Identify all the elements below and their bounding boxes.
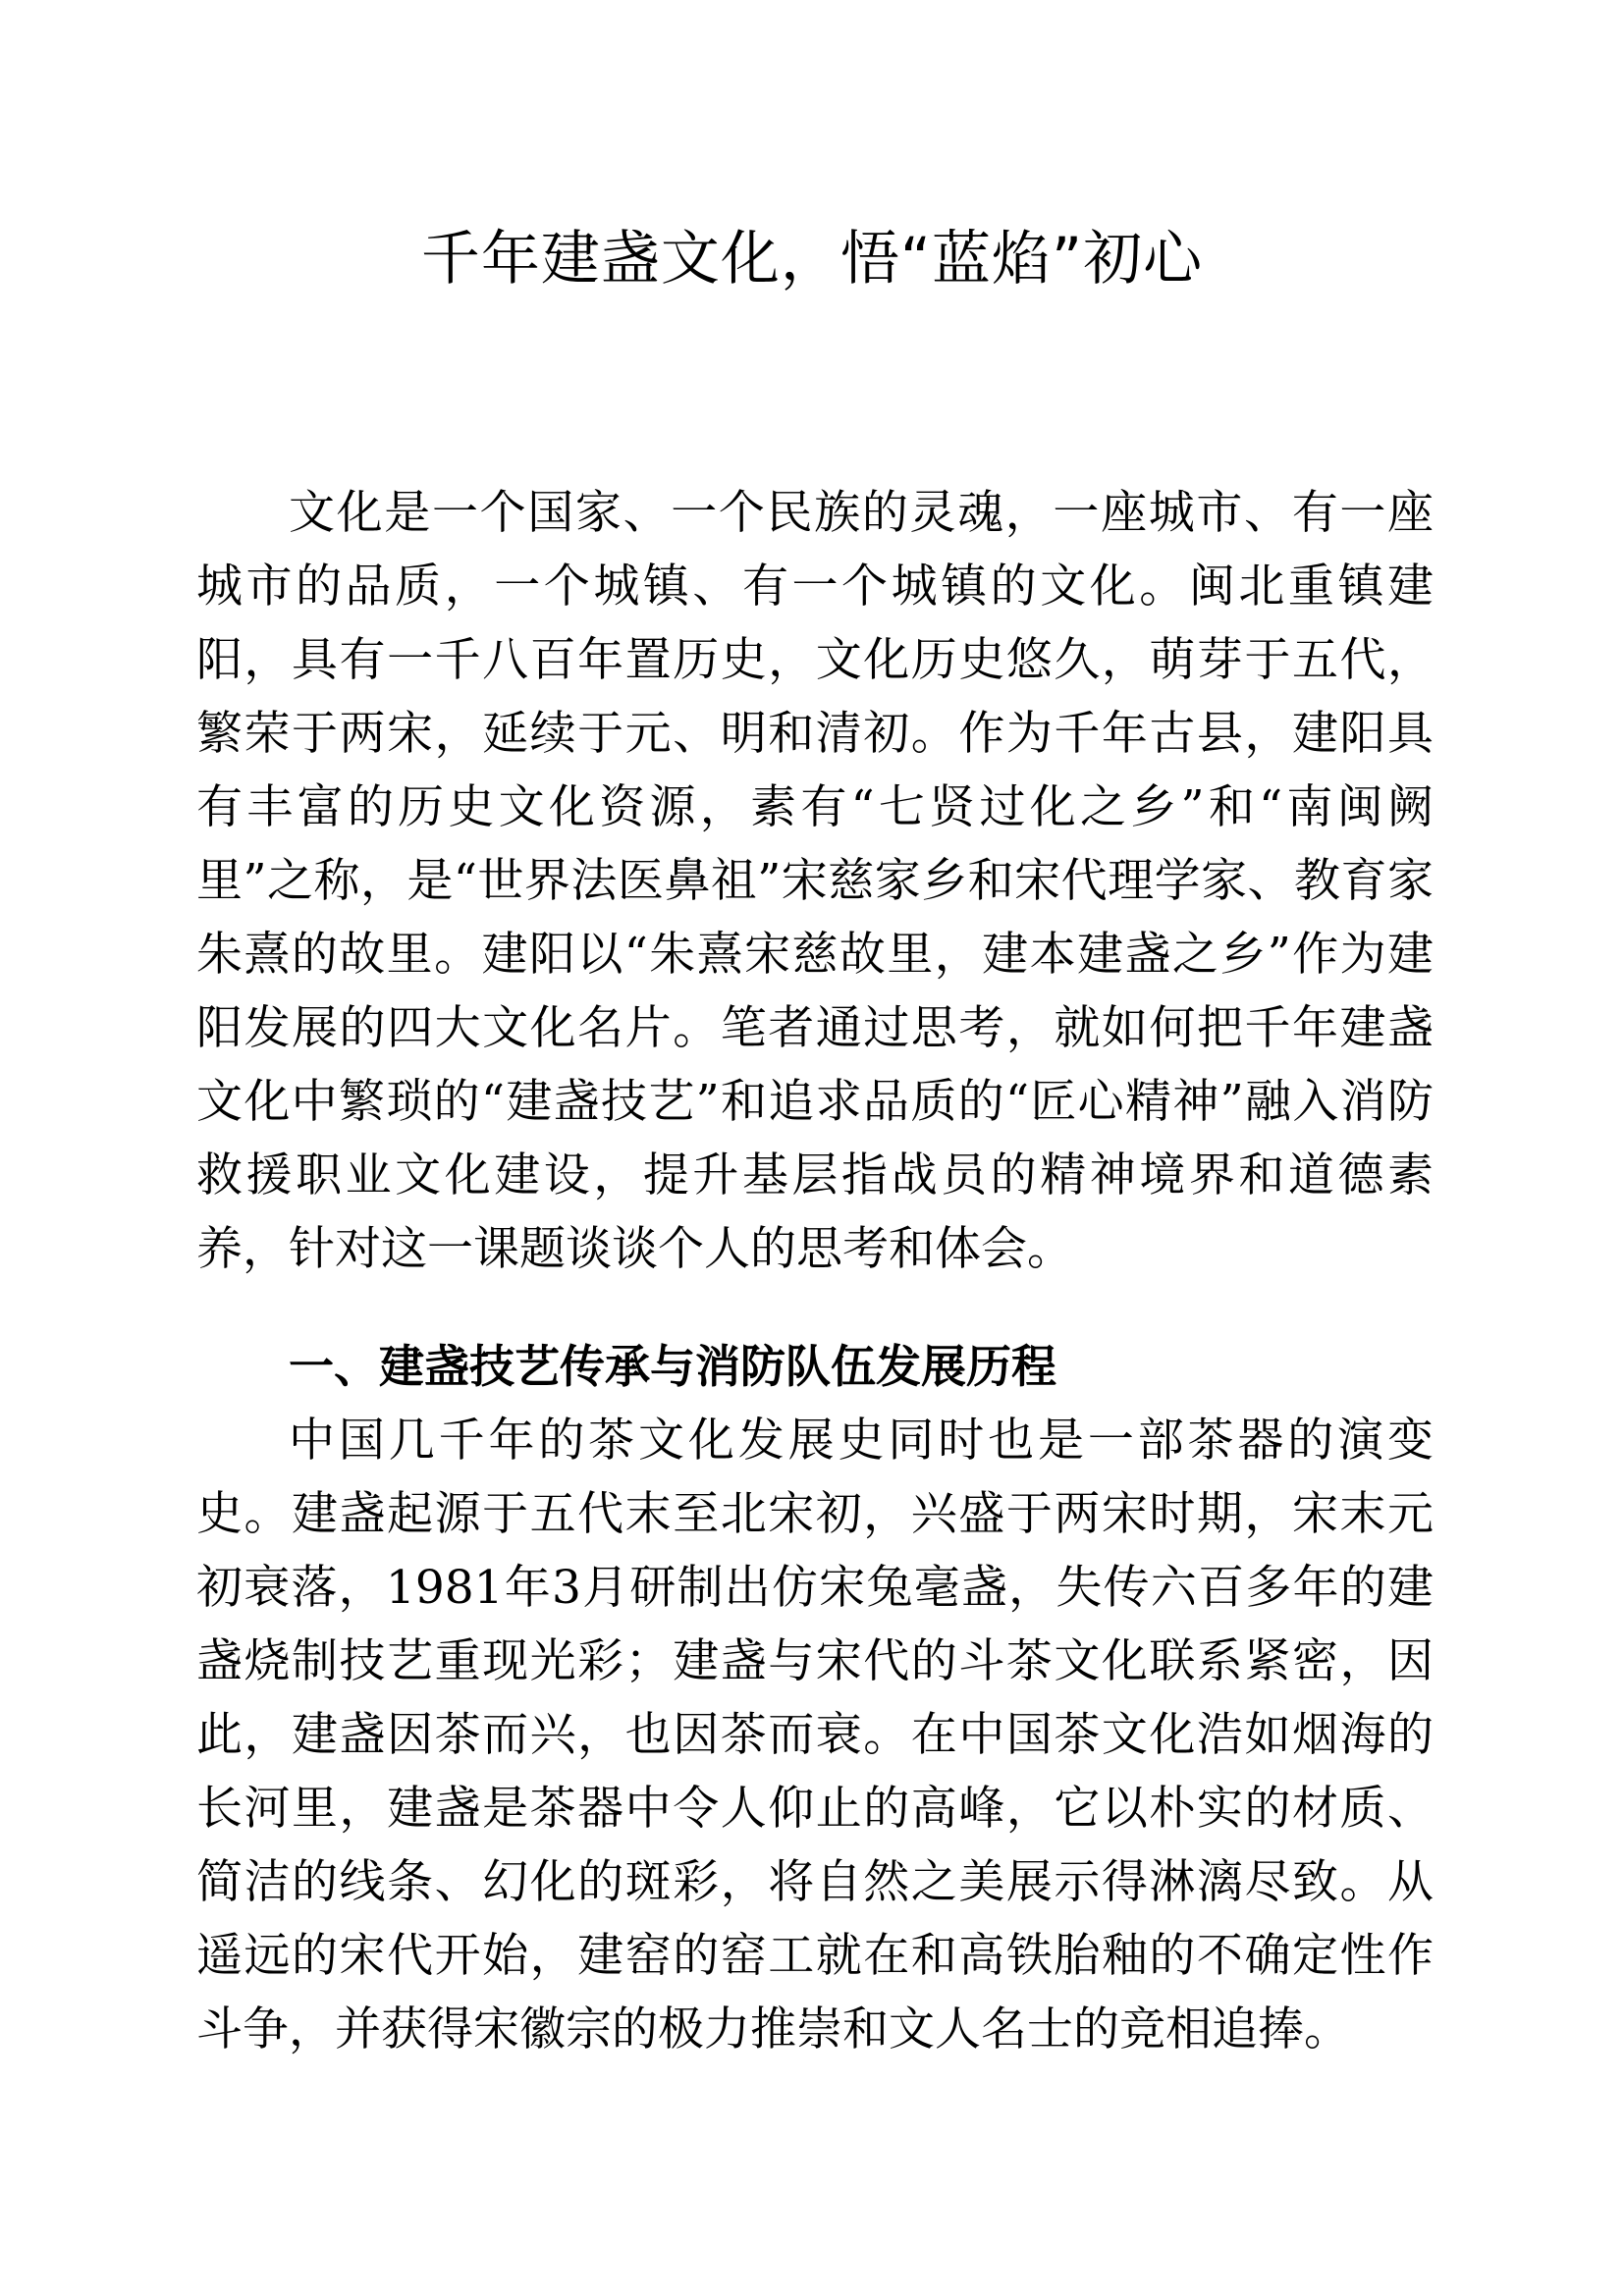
paragraph-section-one: 中国几千年的茶文化发展史同时也是一部茶器的演变史。建盏起源于五代末至北宋初，兴盛于两宋时期，宋末元初衰落，1981年3月研制出仿宋兔毫盏，失传六百多年的建盏烧制技艺重现光彩；建盏与宋代的斗茶文化联系紧密，因此，建盏因茶而兴，也因茶而衰。在中国茶文化浩如烟海的长河里，建盏是茶器中令人仰止的高峰，它以朴实的材质、简洁的线条、幻化的斑彩，将自然之美展示得淋漓尽致。从遥远的宋代开始，建窑的窑工就在和高铁胎釉的不确定性作斗争，并获得宋徽宗的极力推崇和文人名士的竞相追捧。 [196,1414,1434,2056]
section-heading: 一、建盏技艺传承与消防队伍发展历程 [289,1340,1056,1393]
document-title: 千年建盏文化，悟“蓝焰”初心 [420,225,1204,294]
paragraph-intro: 文化是一个国家、一个民族的灵魂，一座城市、有一座城市的品质，一个城镇、有一个城镇的文化。闽北重镇建阳，具有一千八百年置历史，文化历史悠久，萌芽于五代，繁荣于两宋，延续于元、明和清初。作为千年古县，建阳具有丰富的历史文化资源，素有“七贤过化之乡”和“南闽阙里”之称，是“世界法医鼻祖”宋慈家乡和宋代理学家、教育家朱熹的故里。建阳以“朱熹宋慈故里，建本建盏之乡”作为建阳发展的四大文化名片。笔者通过思考，就如何把千年建盏文化中繁琐的“建盏技艺”和追求品质的“匠心精神”融入消防救援职业文化建设，提升基层指战员的精神境界和道德素养，针对这一课题谈谈个人的思考和体会。 [196,486,1434,1276]
